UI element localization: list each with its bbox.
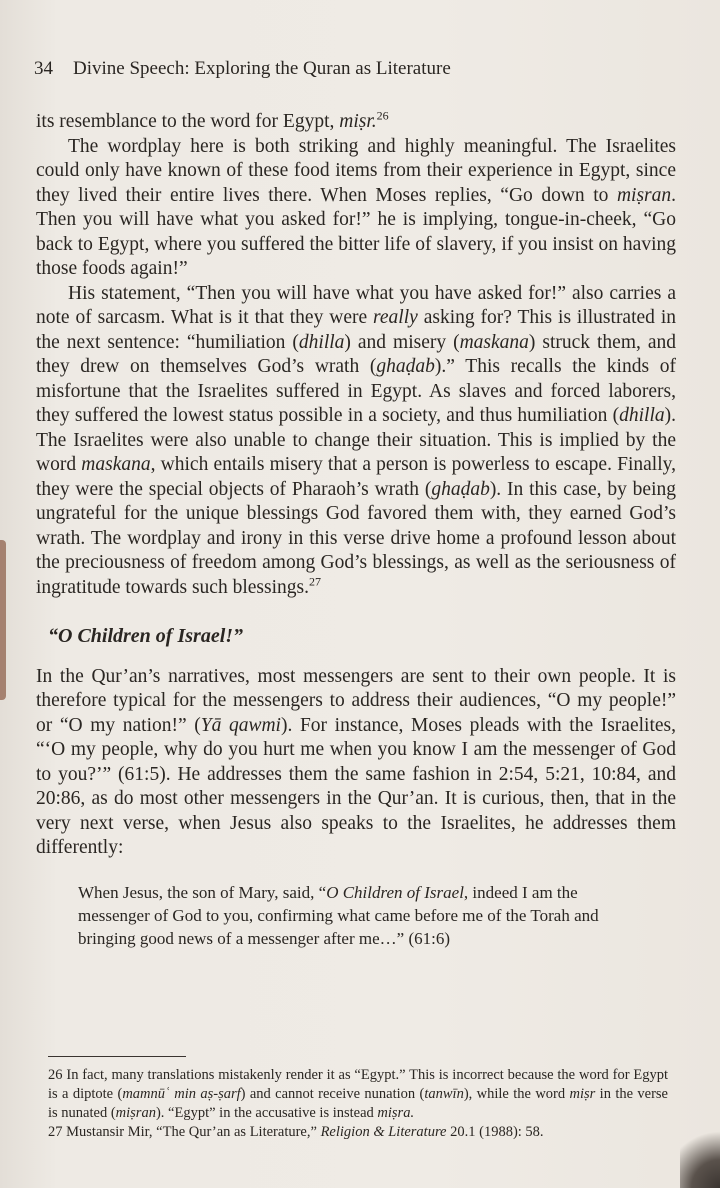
main-text: [36, 110, 676, 950]
page-number: 34: [34, 58, 53, 79]
italic-term: miṣra.: [377, 1105, 415, 1121]
page-edge-shadow: [0, 540, 6, 700]
italic-term: dhilla: [298, 331, 345, 353]
text-span: In the Qur’an’s narratives, most messengers are sent to their own people. It is therefore typical for the messengers to address their audiences, “O my people!” or “O my nation!” (: [36, 665, 676, 736]
italic-term: mamnūʿ min aṣ-ṣarf: [122, 1086, 241, 1102]
text-span: ).” This recalls the kinds of misfortune that the Israelites suffered in Egypt. As slaves and forced laborers, they suffered the lowest status possible in a society, and thus humiliation (: [36, 356, 676, 426]
text-span: . Then you will have what you asked for!” he is implying, tongue-in-cheek, “Go back to Egypt, where you suffered the bitter life of slavery, if you insist on having those foods again!”: [36, 184, 676, 279]
footnote-rule: [48, 1056, 186, 1057]
italic-term: really: [373, 307, 418, 328]
footnote-26: [48, 1066, 668, 1123]
italic-term: miṣran: [115, 1105, 156, 1121]
italic-term: O Children of Israel: [326, 882, 464, 902]
footnote-27: [48, 1123, 668, 1142]
italic-term: miṣr: [569, 1086, 596, 1102]
text-span: , indeed I am the messenger of God to you, confirming what came before me of the Torah and bringing good news of a messenger after me…” (61:6): [78, 882, 599, 948]
text-span: ). The Israelites were also unable to change their situation. This is implied by the word: [36, 405, 676, 475]
italic-term: Yā qawmi: [200, 714, 281, 736]
running-header: [34, 58, 684, 80]
italic-term: maskana: [459, 331, 529, 353]
text-span: ) and misery (: [344, 331, 460, 353]
paragraph-4: [36, 665, 676, 861]
running-title: Divine Speech: Exploring the Quran as Literature: [73, 58, 451, 79]
italic-term: miṣran: [616, 184, 672, 206]
text-span: When Jesus, the son of Mary, said, “: [78, 882, 327, 902]
italic-term: ghaḍab: [431, 478, 490, 500]
footnote-ref-26[interactable]: 26: [376, 108, 389, 123]
text-span: His statement, “Then you will have what you have asked for!” also carries a note of sarcasm. What is it that they were: [36, 282, 676, 328]
footnote-ref-27[interactable]: 27: [308, 574, 321, 588]
italic-term: ghaḍab: [376, 356, 435, 377]
block-quote: [78, 881, 638, 950]
text-span: in the verse is nunated (: [48, 1086, 668, 1121]
text-span: ). For instance, Moses pleads with the Israelites, “‘O my people, why do you hurt me when you know I am the messenger of God to you?’” (61:5). He addresses them the same fashion in 2:54, 5:21, 10:84, and 20:86, as do most other messengers in the Qur’an. It is curious, then, that in the very next verse, when Jesus also speaks to the Israelites, he addresses them differently:: [36, 714, 676, 858]
text-span: ), while the word: [463, 1086, 570, 1102]
corner-shadow: [680, 1118, 720, 1188]
text-span: ) struck them, and they drew on themselves God’s wrath (: [36, 331, 677, 377]
italic-term: Religion & Literature: [320, 1124, 447, 1140]
italic-term: maskana: [81, 454, 151, 475]
text-span: Mustansir Mir, “The Qur’an as Literature,”: [66, 1124, 321, 1140]
text-span: asking for? This is illustrated in the next sentence: “humiliation (: [36, 307, 676, 353]
text-span: , which entails misery that a person is powerless to escape. Finally, they were the special objects of Pharaoh’s wrath (: [36, 454, 676, 500]
italic-term: miṣr.: [339, 111, 377, 132]
text-span: The wordplay here is both striking and highly meaningful. The Israelites could only have known of these food items from their experience in Egypt, since they lived their entire lives there. When Moses replies, “Go down to: [36, 135, 676, 206]
text-span: its resemblance to the word for Egypt,: [36, 111, 340, 132]
footnote-number: 27: [48, 1124, 63, 1140]
paragraph-3: [36, 282, 676, 601]
paragraph-1: [36, 110, 676, 135]
text-span: ). In this case, by being ungrateful for the unique blessings God favored them with, they earned God’s wrath. The wordplay and irony in this verse drive home a profound lesson about the preciousness of freedom among God’s blessings, as well as the seriousness of ingratitude towards such blessings.: [36, 478, 676, 598]
paragraph-2: [36, 135, 676, 282]
text-span: In fact, many translations mistakenly render it as “Egypt.” This is incorrect because the word for Egypt is a diptote (: [48, 1067, 669, 1102]
section-heading: “O Children of Israel!”: [48, 625, 244, 647]
italic-term: dhilla: [619, 405, 665, 426]
footnote-number: 26: [48, 1067, 63, 1083]
text-span: ). “Egypt” in the accusative is instead: [155, 1105, 378, 1121]
italic-term: tanwīn: [424, 1086, 464, 1102]
text-span: ) and cannot receive nunation (: [240, 1086, 425, 1102]
footnotes: [48, 1066, 668, 1142]
text-span: 20.1 (1988): 58.: [446, 1124, 544, 1140]
